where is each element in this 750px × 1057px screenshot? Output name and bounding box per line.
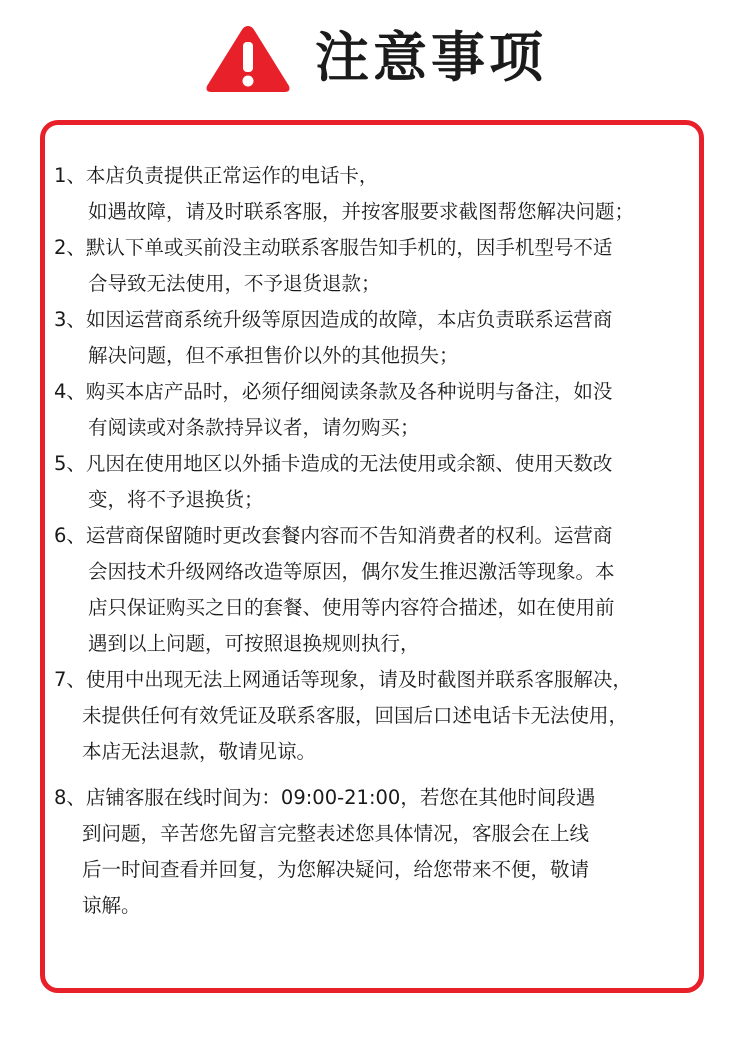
notice-line: 后一时间查看并回复，为您解决疑问，给您带来不便，敬请 <box>82 858 590 881</box>
notice-line: 4、购买本店产品时，必须仔细阅读条款及各种说明与备注，如没 <box>54 380 613 403</box>
notice-line: 2、默认下单或买前没主动联系客服告知手机的，因手机型号不适 <box>54 236 613 259</box>
notice-list <box>54 158 684 924</box>
notice-line: 未提供任何有效凭证及联系客服，回国后口述电话卡无法使用， <box>82 704 629 727</box>
notice-line: 8、店铺客服在线时间为：09:00-21:00，若您在其他时间段遇 <box>54 786 596 809</box>
warning-triangle-icon <box>203 22 293 94</box>
notice-item <box>54 780 684 924</box>
notice-line: 会因技术升级网络改造等原因，偶尔发生推迟激活等现象。本 <box>88 560 615 583</box>
header <box>0 18 750 98</box>
notice-line: 7、使用中出现无法上网通话等现象，请及时截图并联系客服解决， <box>54 668 632 691</box>
notice-line: 店只保证购买之日的套餐、使用等内容符合描述，如在使用前 <box>88 596 615 619</box>
notice-item <box>54 230 684 302</box>
notice-line: 遇到以上问题，可按照退换规则执行， <box>88 632 420 655</box>
notice-line: 谅解。 <box>82 894 141 917</box>
notice-line: 到问题，辛苦您先留言完整表述您具体情况，客服会在上线 <box>82 822 590 845</box>
notice-line: 1、本店负责提供正常运作的电话卡， <box>54 164 379 187</box>
notice-line: 3、如因运营商系统升级等原因造成的故障，本店负责联系运营商 <box>54 308 613 331</box>
notice-line: 如遇故障，请及时联系客服，并按客服要求截图帮您解决问题； <box>88 200 635 223</box>
notice-line: 合导致无法使用，不予退货退款； <box>88 272 381 295</box>
notice-item <box>54 662 684 770</box>
notice-line: 6、运营商保留随时更改套餐内容而不告知消费者的权利。运营商 <box>54 524 613 547</box>
notice-line: 本店无法退款，敬请见谅。 <box>82 740 317 763</box>
notice-item <box>54 374 684 446</box>
notice-line: 有阅读或对条款持异议者，请勿购买； <box>88 416 420 439</box>
notice-line: 5、凡因在使用地区以外插卡造成的无法使用或余额、使用天数改 <box>54 452 613 475</box>
notice-item <box>54 158 684 230</box>
notice-item <box>54 302 684 374</box>
page-title: 注意事项 <box>315 26 547 89</box>
notice-item <box>54 446 684 518</box>
notice-line: 解决问题，但不承担售价以外的其他损失； <box>88 344 459 367</box>
notice-line: 变，将不予退换货； <box>88 488 264 511</box>
notice-item <box>54 518 684 662</box>
